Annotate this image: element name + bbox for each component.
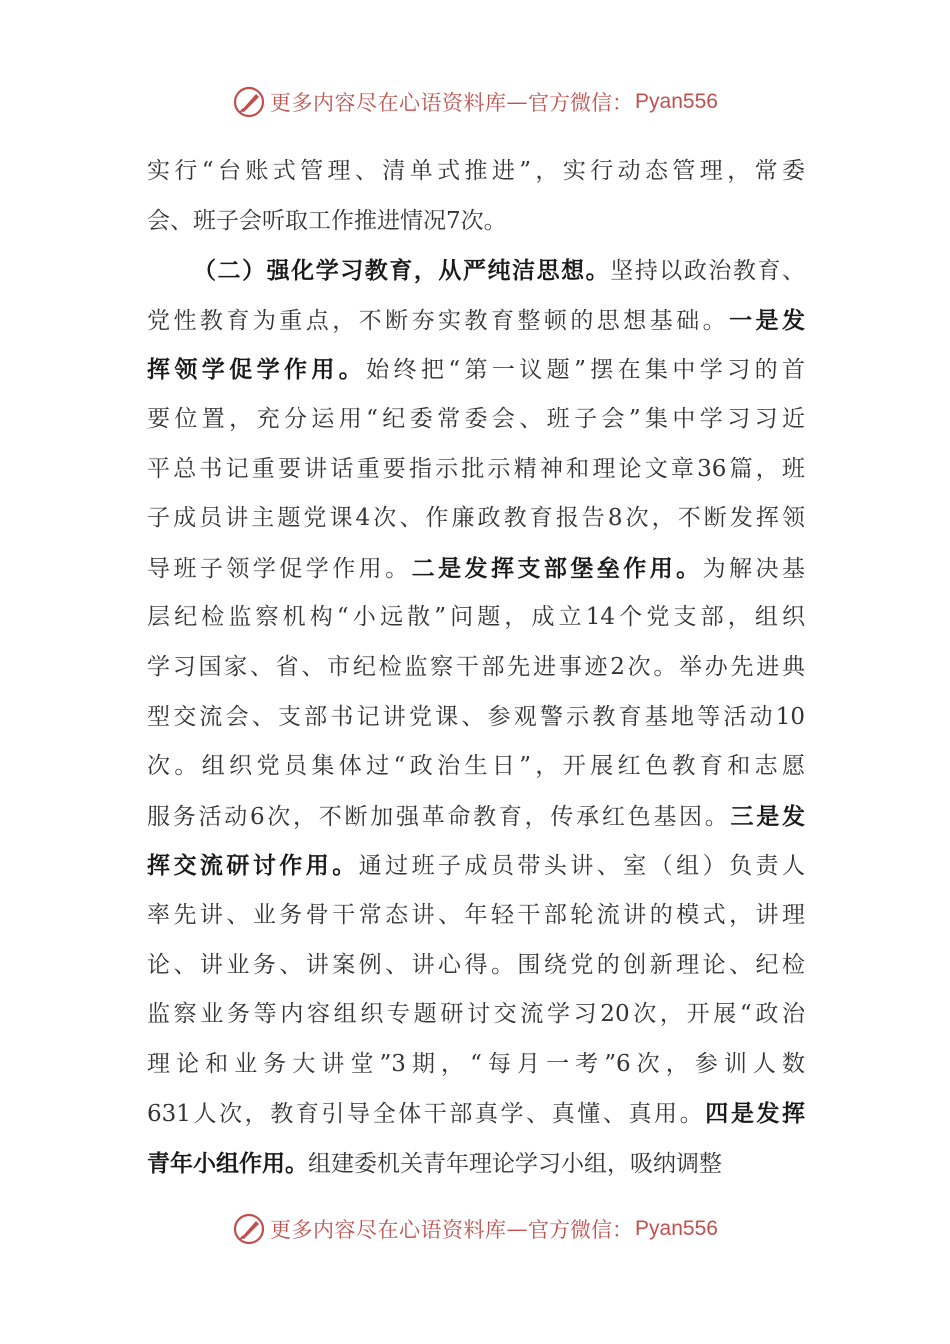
text-line — [147, 1040, 805, 1090]
text-line — [147, 544, 805, 594]
text-segment: 导班子领学促学作用。 — [147, 555, 412, 582]
watermark-wechat-id: Pyan556 — [635, 1217, 718, 1240]
text-segment: 会、班子会听取工作推进情况7次。 — [147, 207, 507, 234]
bold-heading-segment: 三是发 — [730, 802, 805, 830]
text-segment: 组建委机关青年理论学习小组，吸纳调整 — [308, 1150, 722, 1177]
text-segment: 通过班子成员带头讲、室（组）负责人 — [358, 853, 805, 880]
bold-heading-segment: 二是发挥支部堡垒作用。 — [411, 554, 703, 582]
text-line — [147, 990, 805, 1040]
text-segment: 学习国家、省、市纪检监察干部先进事迹2次。举办先进典 — [147, 653, 805, 680]
watermark-brand: 更多内容尽在心语资料库 — [270, 1218, 507, 1242]
text-segment: 监察业务等内容组织专题研讨交流学习20次，开展“政治 — [147, 1001, 805, 1028]
quill-seal-icon — [232, 85, 266, 119]
text-segment: 率先讲、业务骨干常态讲、年轻干部轮流讲的模式，讲理 — [147, 901, 805, 928]
text-segment: 坚持以政治教育、 — [610, 258, 805, 285]
watermark-wechat-label: 官方微信： — [528, 91, 634, 115]
text-segment: 要位置，充分运用“纪委常委会、班子会”集中学习习近 — [147, 405, 805, 432]
text-segment: 论、讲业务、讲案例、讲心得。围绕党的创新理论、纪检 — [147, 951, 805, 978]
watermark-brand: 更多内容尽在心语资料库 — [270, 91, 507, 115]
header-watermark — [0, 82, 950, 122]
quill-seal-icon — [232, 1212, 266, 1246]
bold-heading-segment: 一是发 — [729, 306, 805, 334]
text-line — [147, 445, 805, 495]
watermark-separator: — — [506, 90, 529, 114]
text-segment: 型交流会、支部书记讲党课、参观警示教育基地等活动10 — [147, 703, 805, 730]
watermark-separator: — — [506, 1217, 529, 1241]
text-segment: 平总书记重要讲话重要指示批示精神和理论文章36篇，班 — [147, 455, 805, 482]
text-segment: 层纪检监察机构“小远散”问题，成立14个党支部，组织 — [147, 604, 805, 631]
text-line — [147, 395, 805, 445]
bold-heading-segment: 青年小组作用。 — [147, 1149, 308, 1177]
text-line — [147, 1139, 805, 1189]
footer-watermark — [0, 1209, 950, 1249]
text-line — [147, 147, 805, 197]
text-segment: 次。组织党员集体过“政治生日”，开展红色教育和志愿 — [147, 753, 805, 780]
text-line — [147, 345, 805, 395]
text-line — [147, 593, 805, 643]
text-line — [147, 841, 805, 891]
text-line — [147, 792, 805, 842]
text-segment: 为解决基 — [702, 555, 805, 582]
text-line — [147, 643, 805, 693]
watermark-wechat-label: 官方微信： — [528, 1218, 634, 1242]
document-body — [147, 147, 805, 1188]
text-segment: 子成员讲主题党课4次、作廉政教育报告8次，不断发挥领 — [147, 505, 805, 532]
text-line — [147, 1089, 805, 1139]
text-line — [147, 941, 805, 991]
text-segment: 始终把“第一议题”摆在集中学习的首 — [366, 357, 805, 384]
text-line — [147, 197, 805, 247]
watermark-wechat-id: Pyan556 — [635, 90, 718, 113]
text-line — [147, 494, 805, 544]
bold-heading-segment: 四是发挥 — [705, 1100, 805, 1128]
text-line — [147, 296, 805, 346]
bold-heading-segment: 挥交流研讨作用。 — [147, 852, 359, 880]
text-line — [147, 246, 805, 296]
text-line — [147, 693, 805, 743]
text-segment: 631人次，教育引导全体干部真学、真懂、真用。 — [147, 1101, 706, 1128]
bold-heading-segment: （二）强化学习教育，从严纯洁思想。 — [193, 257, 611, 285]
text-segment: 实行“台账式管理、清单式推进”，实行动态管理，常委 — [147, 158, 805, 184]
text-segment: 理论和业务大讲堂”3期，“每月一考”6次，参训人数 — [147, 1050, 805, 1077]
text-segment: 党性教育为重点，不断夯实教育整顿的思想基础。 — [147, 307, 730, 334]
text-line — [147, 742, 805, 792]
text-segment: 服务活动6次，不断加强革命教育，传承红色基因。 — [147, 803, 731, 830]
bold-heading-segment: 挥领学促学作用。 — [147, 356, 367, 384]
text-line — [147, 891, 805, 941]
